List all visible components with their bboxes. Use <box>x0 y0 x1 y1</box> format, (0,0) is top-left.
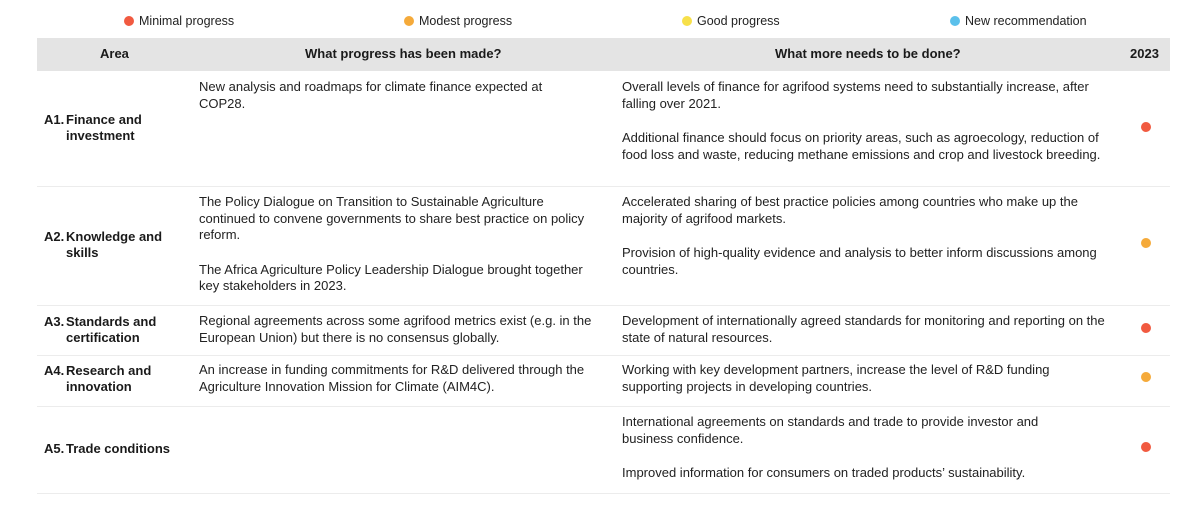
legend-item-minimal <box>124 14 234 28</box>
legend-label: Modest progress <box>419 14 513 28</box>
progress-cell: New analysis and roadmaps for climate finance expected at COP28. <box>199 79 543 111</box>
area-label: A2. Knowledge and skills <box>44 229 163 260</box>
area-label: A3. Standards and certification <box>44 314 157 345</box>
todo-cell: Accelerated sharing of best practice policies among countries who make up the majority of agrifood markets. Provision of high-quality evidence and analysis to better inform discussions among countries. <box>622 194 1097 277</box>
legend-label: New recommendation <box>965 14 1087 28</box>
legend-item-new <box>950 14 1087 28</box>
progress-cell: An increase in funding commitments for R&D delivered through the Agriculture Innovation Mission for Climate (AIM4C). <box>199 362 585 394</box>
legend-dot-modest <box>404 16 414 26</box>
area-label: A5. Trade conditions <box>44 441 171 456</box>
legend-item-modest <box>404 14 512 28</box>
progress-table <box>37 38 1170 494</box>
area-label: A4. Research and innovation <box>44 363 152 394</box>
table-row <box>37 306 1170 356</box>
legend <box>0 14 1191 30</box>
status-dot <box>1141 372 1151 382</box>
legend-dot-minimal <box>124 16 134 26</box>
status-dot <box>1141 323 1151 333</box>
todo-cell: International agreements on standards and trade to provide investor and business confidence. Improved information for consumers on traded products’ sustainability. <box>622 414 1039 480</box>
header-area: Area <box>100 46 129 61</box>
status-dot <box>1141 122 1151 132</box>
progress-cell: Regional agreements across some agrifood metrics exist (e.g. in the European Union) but there is no consensus globally. <box>199 313 592 345</box>
table-header <box>37 38 1170 71</box>
table-row <box>37 407 1170 494</box>
header-year: 2023 <box>1130 46 1159 61</box>
legend-dot-good <box>682 16 692 26</box>
legend-label: Good progress <box>697 14 780 28</box>
area-label: A1. Finance and investment <box>44 112 142 143</box>
legend-dot-new <box>950 16 960 26</box>
legend-label: Minimal progress <box>139 14 235 28</box>
table-row <box>37 356 1170 407</box>
table-row <box>37 71 1170 187</box>
status-dot <box>1141 442 1151 452</box>
todo-cell: Overall levels of finance for agrifood systems need to substantially increase, after falling over 2021. Additional finance should focus on priority areas, such as agroecology, reduction of food loss and waste, reducing methane emissions and crop and livestock breeding. <box>622 79 1101 162</box>
progress-cell: The Policy Dialogue on Transition to Sustainable Agriculture continued to convene governments to share best practice on policy reform. The Africa Agriculture Policy Leadership Dialogue brought together key stakeholders in 2023. <box>199 194 585 293</box>
legend-item-good <box>682 14 780 28</box>
table-row <box>37 187 1170 306</box>
status-dot <box>1141 238 1151 248</box>
todo-cell: Development of internationally agreed standards for monitoring and reporting on the state of natural resources. <box>622 313 1105 345</box>
header-todo: What more needs to be done? <box>775 46 961 61</box>
todo-cell: Working with key development partners, increase the level of R&D funding supporting projects in developing countries. <box>622 362 1050 394</box>
header-progress: What progress has been made? <box>305 46 502 61</box>
